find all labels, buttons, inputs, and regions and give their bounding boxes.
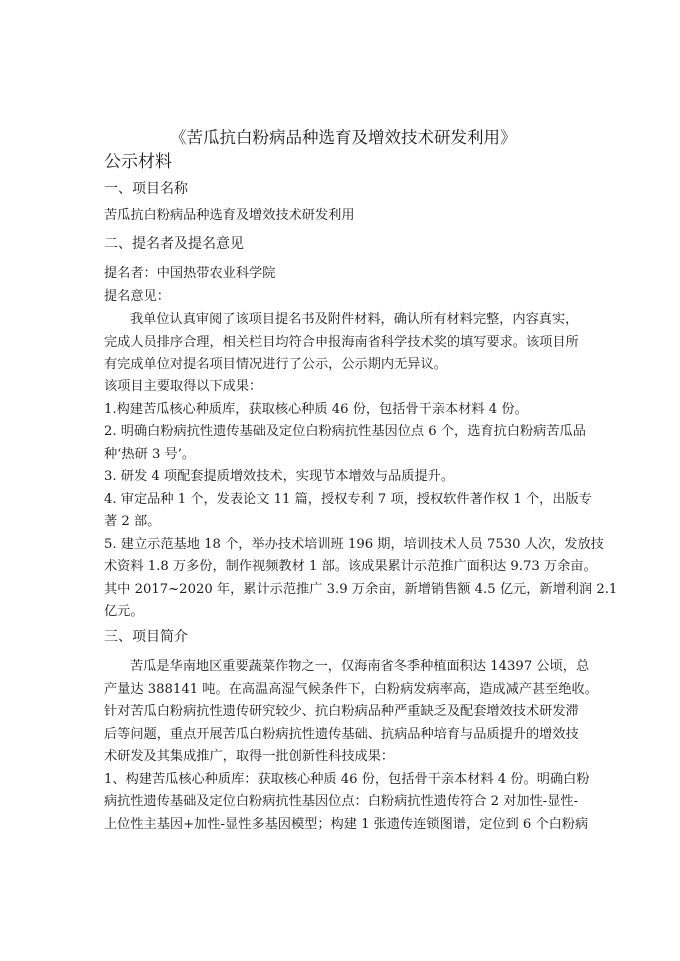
document-title: 《苦瓜抗白粉病品种选育及增效技术研发利用》 <box>170 128 517 147</box>
summary-line: 产量达 388141 吨。在高温高湿气候条件下，白粉病发病率高，造成减产甚至绝收。 <box>104 681 598 697</box>
result-line: 著 2 部。 <box>104 514 161 529</box>
project-name-text: 苦瓜抗白粉病品种选育及增效技术研发利用 <box>104 208 355 223</box>
opinion-label: 提名意见： <box>104 289 170 304</box>
summary-line: 上位性主基因+加性-显性多基因模型；构建 1 张遗传连锁图谱，定位到 6 个白粉病 <box>104 816 589 832</box>
section-heading-nomination: 二、提名者及提名意见 <box>104 236 244 252</box>
section-heading-project-name: 一、项目名称 <box>104 181 188 197</box>
document-subtitle: 公示材料 <box>104 152 172 172</box>
section-heading-summary: 三、项目简介 <box>104 629 188 645</box>
opinion-paragraph <box>104 309 579 377</box>
summary-paragraph <box>104 656 598 836</box>
nominator-line: 提名者：中国热带农业科学院 <box>104 266 276 281</box>
result-line: 种‘热研 3 号’。 <box>104 446 196 462</box>
summary-line: 术研发及其集成推广，取得一批创新性科技成果： <box>104 749 395 764</box>
opinion-line: 我单位认真审阅了该项目提名书及附件材料，确认所有材料完整，内容真实， <box>130 312 579 327</box>
result-line: 5. 建立示范基地 18 个，举办技术培训班 196 期，培训技术人员 7530 人次，发放技 <box>104 536 604 552</box>
summary-line: 病抗性遗传基础及定位白粉病抗性基因位点：白粉病抗性遗传符合 2 对加性-显性- <box>104 794 579 809</box>
summary-line: 苦瓜是华南地区重要蔬菜作物之一，仅海南省冬季种植面积达 14397 公顷，总 <box>130 659 590 674</box>
result-line: 其中 2017~2020 年，累计示范推广 3.9 万余亩，新增销售额 4.5 亿元，新增利润 2.1 <box>104 581 618 597</box>
result-line: 亿元。 <box>104 604 144 619</box>
summary-line: 后等问题，重点开展苦瓜白粉病抗性遗传基础、抗病品种培育与品质提升的增效技 <box>104 726 579 742</box>
result-line: 2. 明确白粉病抗性遗传基础及定位白粉病抗性基因位点 6 个，选育抗白粉病苦瓜品 <box>104 424 586 439</box>
opinion-line: 完成人员排序合理，相关栏目均符合申报海南省科学技术奖的填写要求。该项目所 <box>104 334 579 350</box>
result-line: 术资料 1.8 万多份，制作视频教材 1 部。该成果累计示范推广面积达 9.73 万余亩。 <box>104 559 597 574</box>
result-line: 1.构建苦瓜核心种质库，获取核心种质 46 份，包括骨干亲本材料 4 份。 <box>104 401 528 417</box>
summary-line: 针对苦瓜白粉病抗性遗传研究较少、抗白粉病品种严重缺乏及配套增效技术研发滞 <box>104 704 579 719</box>
results-list <box>104 376 617 624</box>
results-intro: 该项目主要取得以下成果： <box>104 379 263 394</box>
opinion-line: 有完成单位对提名项目情况进行了公示，公示期内无异议。 <box>104 357 447 372</box>
result-line: 4. 审定品种 1 个，发表论文 11 篇，授权专利 7 项，授权软件著作权 1 个，出版专 <box>104 491 592 507</box>
summary-line: 1、构建苦瓜核心种质库：获取核心种质 46 份，包括骨干亲本材料 4 份。明确白粉 <box>104 771 590 787</box>
result-line: 3. 研发 4 项配套提质增效技术，实现节本增效与品质提升。 <box>104 469 455 484</box>
